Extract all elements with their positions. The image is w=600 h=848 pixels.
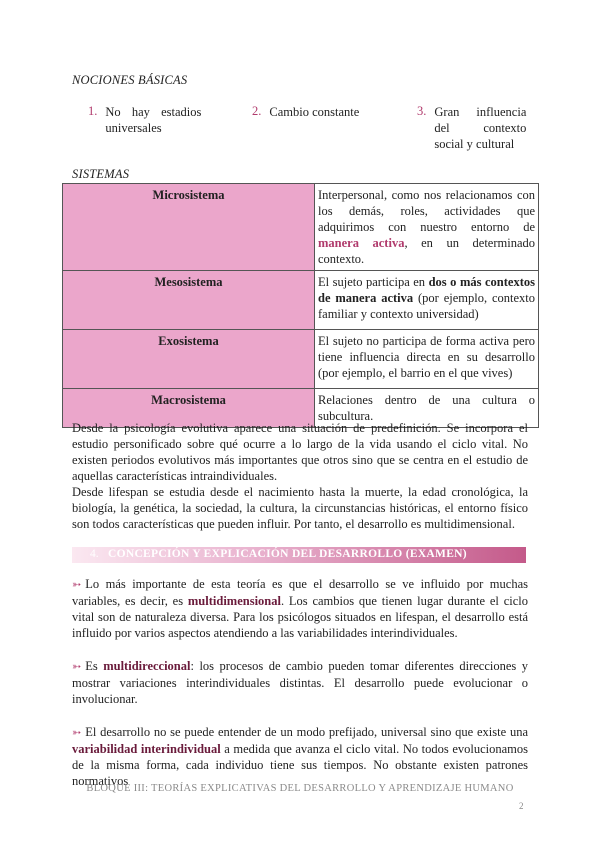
system-name: Mesosistema (63, 271, 315, 330)
bullet-emphasis: multidimensional (187, 594, 281, 608)
arrow-bullet-icon: ➳ (72, 661, 82, 673)
systems-table (62, 183, 539, 428)
bullet-emphasis: multidireccional (103, 659, 191, 673)
nocion-number: 3. (417, 104, 427, 118)
bullet-paragraph: ➳ Lo más importante de esta teoría es que el desarrollo se ve influido por muchas variables, es decir, es multidimensional. Los cambios que tienen lugar durante el ciclo vital son de naturaleza diversa. Para los psicólogos situados en lifespan, el desarrollo está influido por varios aspectos atendiendo a las variabilidades interindividuales. (72, 577, 528, 640)
arrow-bullet-icon: ➳ (72, 727, 82, 739)
system-name: Microsistema (63, 184, 315, 271)
section-number: 4. (90, 548, 99, 560)
bullet-paragraph: ➳ El desarrollo no se puede entender de un modo prefijado, universal sino que existe una variabilidad interindividual a medida que avanza el ciclo vital. No todos evolucionamos de la misma forma, cada individuo tiene sus tiempos. No obstante existen patrones normativos (72, 725, 528, 788)
system-name: Macrosistema (63, 389, 315, 428)
nocion-text: Cambio constante (269, 105, 360, 119)
section-title: CONCEPCIÓN Y EXPLICACIÓN DEL DESARROLLO (EXAMEN) (108, 548, 467, 560)
system-desc: El sujeto no participa de forma activa pero tiene influencia directa en su desarrollo (por ejemplo, el barrio en el que vives) (315, 330, 539, 389)
nocion-text: No hay estadios universales (105, 105, 202, 135)
system-desc: El sujeto participa en dos o más contextos de manera activa (por ejemplo, contexto familiar y contexto universidad) (315, 271, 539, 330)
nocion-item-1 (88, 104, 206, 136)
table-row (63, 271, 539, 330)
system-desc-emphasis: dos o más contextos de manera activa (318, 275, 535, 305)
nociones-heading: NOCIONES BÁSICAS (72, 73, 188, 87)
nocion-number: 1. (88, 104, 98, 118)
bullet-paragraph: ➳ Es multidireccional: los procesos de cambio pueden tomar diferentes direcciones y mostrar variaciones interindividuales distintas. El desarrollo puede evolucionar o involucionar. (72, 659, 528, 706)
system-desc-emphasis: manera activa (318, 236, 405, 250)
nocion-item-2 (252, 104, 382, 120)
paragraph-evolutiva: Desde la psicología evolutiva aparece una situación de predefinición. Se incorpora el estudio personificado sobre qué ocurre a lo largo de la vida usando el ciclo vital. No existen periodos evolutivos más importantes que otros sino que se centra en el estudio de aquellas características intraindividuales. (72, 421, 528, 483)
table-row (63, 184, 539, 271)
system-desc: Interpersonal, como nos relacionamos con los demás, roles, actividades que adquirimos con nuestro entorno de manera activa, en un determinado contexto. (315, 184, 539, 271)
nocion-item-3 (417, 104, 529, 152)
arrow-bullet-icon: ➳ (72, 579, 82, 591)
system-name: Exosistema (63, 330, 315, 389)
nocion-text: Gran influencia del contexto social y cultural (434, 105, 527, 151)
sistemas-heading: SISTEMAS (72, 167, 130, 181)
page-number: 2 (519, 801, 524, 811)
paragraph-lifespan: Desde lifespan se estudia desde el nacimiento hasta la muerte, la edad cronológica, la biología, la genética, la sociedad, la cultura, la circunstancias históricas, el entorno físico son todos características que pueden influir. Por tanto, el desarrollo es multidimensional. (72, 485, 528, 531)
page-footer: BLOQUE III: TEORÍAS EXPLICATIVAS DEL DESARROLLO Y APRENDIZAJE HUMANO (86, 783, 514, 794)
bullet-emphasis: variabilidad interindividual (72, 742, 221, 756)
table-row (63, 330, 539, 389)
system-desc: Relaciones dentro de una cultura o subcultura. (315, 389, 539, 428)
nocion-number: 2. (252, 104, 262, 118)
